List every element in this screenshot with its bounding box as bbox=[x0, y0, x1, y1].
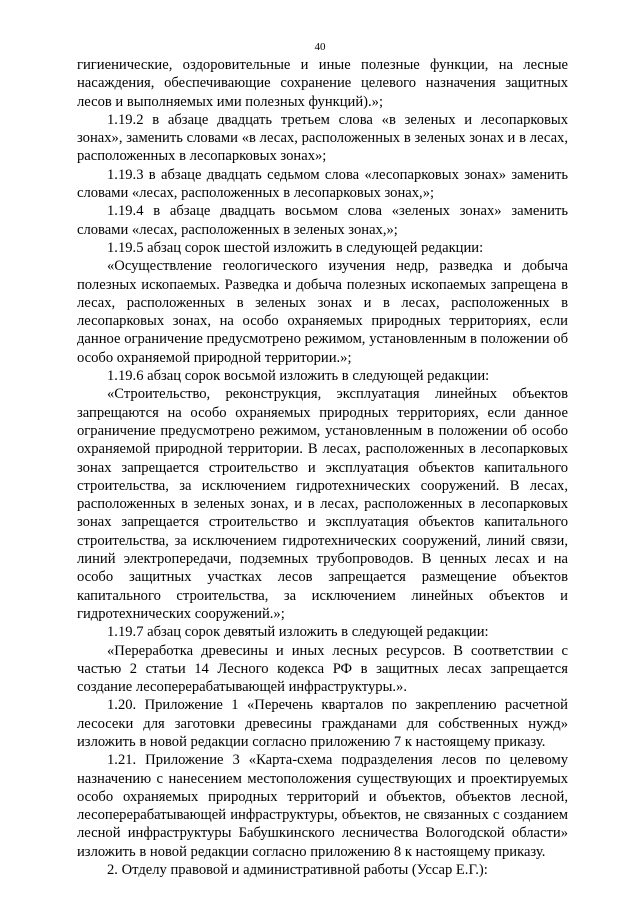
page-number: 40 bbox=[314, 41, 326, 53]
paragraph-1-19-2: 1.19.2 в абзаце двадцать третьем слова «в зеленых и лесопарковых зонах», заменить словами «в лесах, расположенных в зеленых зонах и в лесах, расположенных в лесопарковых зонах»; bbox=[77, 111, 568, 165]
paragraph-1-19-4: 1.19.4 в абзаце двадцать восьмом слова «зеленых зонах» заменить словами «лесах, расположенных в зеленых зонах,»; bbox=[77, 203, 568, 238]
paragraph-1-19-3: 1.19.3 в абзаце двадцать седьмом слова «лесопарковых зонах» заменить словами «лесах, расположенных в лесопарковых зонах,»; bbox=[77, 166, 568, 202]
paragraph-quote-construction: «Строительство, реконструкция, эксплуатация линейных объектов запрещаются на особо охраняемых природных территориях, если данное ограничение предусмотрено режимом, установленным в положении об особо охраняемой природной территории. В лесах, расположенных в лесопарковых зонах запрещается строительство и эксплуатация объектов капитального строительства, за исключением гидротехнических сооружений. В лесах, расположенных в зеленых зонах, и в лесах, расположенных в лесопарковых зонах запрещается строительство и эксплуатация объектов капитального строительства, за исключением гидротехнических сооружений, линий связи, линий электропередачи, подземных трубопроводов. В ценных лесах и на особо защитных участках лесов запрещается размещение объектов капитального строительства, за исключением линейных объектов и гидротехнических сооружений.»; bbox=[77, 386, 568, 622]
paragraph-2: 2. Отделу правовой и административной работы (Уссар Е.Г.): bbox=[107, 862, 488, 879]
paragraph-1-19-6: 1.19.6 абзац сорок восьмой изложить в следующей редакции: bbox=[107, 368, 490, 385]
paragraph-1-19-7: 1.19.7 абзац сорок девятый изложить в следующей редакции: bbox=[107, 624, 489, 641]
paragraph-1-19-5: 1.19.5 абзац сорок шестой изложить в следующей редакции: bbox=[107, 239, 484, 256]
paragraph-1-20: 1.20. Приложение 1 «Перечень кварталов по закреплению расчетной лесосеки для заготовки древесины гражданами для собственных нужд» изложить в новой редакции согласно приложению 7 к настоящему приказу. bbox=[77, 697, 568, 750]
paragraph-quote-processing: «Переработка древесины и иных лесных ресурсов. В соответствии с частью 2 статьи 14 Лесного кодекса РФ в защитных лесах запрещается создание лесоперерабатывающей инфраструктуры.». bbox=[77, 642, 568, 696]
paragraph-1-21: 1.21. Приложение 3 «Карта-схема подразделения лесов по целевому назначению с нанесением местоположения существующих и проектируемых особо охраняемых природных территорий и объектов, объектов лесной, лесоперерабатывающей инфраструктуры, объектов, не связанных с созданием лесной инфраструктуры Бабушкинского лесничества Вологодской области» изложить в новой редакции согласно приложению 8 к настоящему приказу. bbox=[77, 752, 568, 860]
document-body bbox=[77, 56, 568, 879]
paragraph-quote-geology: «Осуществление геологического изучения недр, разведка и добыча полезных ископаемых. Разведка и добыча полезных ископаемых запрещена в лесах, расположенных в зеленых зонах и в лесах, расположенных в лесопарковых зонах, на особо охраняемых природных территориях, если данное ограничение предусмотрено режимом, установленным в положении об особо охраняемой природной территории.»; bbox=[77, 258, 568, 366]
paragraph-continuation: гигиенические, оздоровительные и иные полезные функции, на лесные насаждения, обеспечивающие сохранение целевого назначения защитных лесов и выполняемых ими полезных функций).»; bbox=[77, 57, 568, 110]
